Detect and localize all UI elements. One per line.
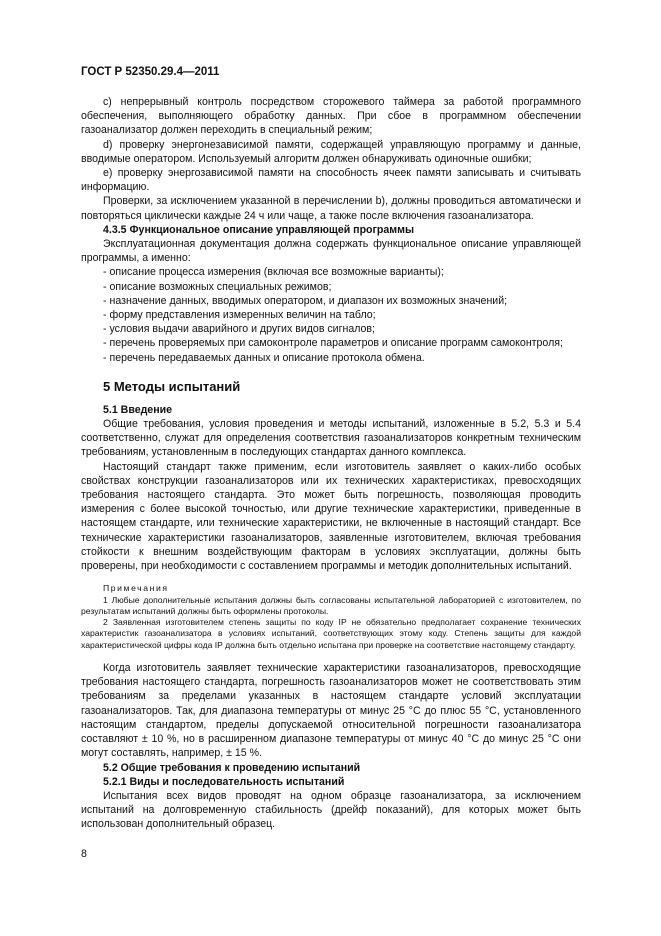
paragraph-5-2-1: Испытания всех видов проводят на одном образце газоанализатора, за исключением испытаний на долговременную стабильность (дрейф показаний), для которых может быть использован дополнительный образец. bbox=[81, 789, 581, 831]
list-item: - описание возможных специальных режимов; bbox=[81, 280, 581, 294]
heading-section-5: 5 Методы испытаний bbox=[103, 378, 241, 394]
heading-5-2: 5.2 Общие требования к проведению испытаний bbox=[103, 761, 361, 774]
notes-title: Примечания bbox=[103, 583, 169, 594]
document-header: ГОСТ Р 52350.29.4—2011 bbox=[81, 66, 220, 78]
list-item: - назначение данных, вводимых оператором, и диапазон их возможных значений; bbox=[81, 294, 581, 308]
page-number: 8 bbox=[81, 848, 87, 860]
list-item: - перечень передаваемых данных и описание протокола обмена. bbox=[81, 351, 581, 365]
paragraph-e: е) проверку энергозависимой памяти на способность ячеек памяти записывать и считывать информацию. bbox=[81, 167, 581, 194]
paragraph-5-1-b: Настоящий стандарт также применим, если изготовитель заявляет о каких-либо особых свойствах конструкции газоанализаторов или их технических характеристиках, превосходящих требования настоящего стандарта. Это может быть погрешность, позволяющая проводить измерения с более высокой точностью, или другие технические характеристики, приведенные в настоящем стандарте, или технические характеристики, не включенные в настоящий стандарт. Все технические характеристики газоанализаторов, заявленные изготовителем, включая требования стойкости к внешним воздействующим факторам в условиях эксплуатации, должны быть проверены, при необходимости с составлением программы и методик дополнительных испытаний. bbox=[81, 460, 581, 573]
heading-5-2-1: 5.2.1 Виды и последовательность испытаний bbox=[103, 775, 345, 788]
list-item: - условия выдачи аварийного и других видов сигналов; bbox=[81, 322, 581, 336]
list-item: - описание процесса измерения (включая все возможные варианты); bbox=[81, 265, 581, 279]
list-item: - форму представления измеренных величин на табло; bbox=[81, 308, 581, 322]
paragraph-5-1-a: Общие требования, условия проведения и методы испытаний, изложенные в 5.2, 5.3 и 5.4 соответственно, служат для определения соответствия газоанализаторов конкретным техническим требованиям, установленным в последующих стандартах данного комплекса. bbox=[81, 418, 581, 459]
heading-4-3-5: 4.3.5 Функциональное описание управляющей программы bbox=[103, 223, 415, 236]
paragraph-d: d) проверку энергонезависимой памяти, содержащей управляющую программу и данные, вводимые оператором. Используемый алгоритм должен обнаруживать одиночные ошибки; bbox=[81, 138, 581, 165]
note-1: 1 Любые дополнительные испытания должны быть согласованы испытательной лабораторией с изготовителем, по результатам испытаний должны быть оформлены протоколы. bbox=[81, 594, 581, 616]
paragraph-c: с) непрерывный контроль посредством сторожевого таймера за работой программного обеспечения, выполняющего обработку данных. При сбое в программном обеспечении газоанализатор должен переходить в специальный режим; bbox=[81, 96, 581, 137]
paragraph-checks: Проверки, за исключением указанной в перечислении b), должны проводиться автоматически и повторяться циклически каждые 24 ч или чаще, а также после включения газоанализатора. bbox=[81, 195, 581, 222]
note-2: 2 Заявленная изготовителем степень защиты по коду IP не обязательно предполагает сохранение технических характеристик газоанализатора в условиях испытаний, соответствующих этому коду. Степень защиты для каждой характеристической цифры кода IP должна быть отдельно испытана при проверке на соответствие настоящему стандарту. bbox=[81, 617, 581, 650]
notes-block bbox=[81, 583, 581, 651]
heading-5-1: 5.1 Введение bbox=[103, 403, 173, 416]
program-description-list bbox=[81, 265, 581, 364]
list-item: - перечень проверяемых при самоконтроле параметров и описание программ самоконтроля; bbox=[81, 336, 581, 350]
paragraph-5-1-c: Когда изготовитель заявляет технические характеристики газоанализаторов, превосходящие требования настоящего стандарта, погрешность газоанализаторов может не соответствовать этим требованиям за пределами указанных в настоящем стандарте условий эксплуатации газоанализаторов. Так, для диапазона температуры от минус 25 °С до плюс 55 °С, установленного настоящим стандартом, пределы допускаемой относительной погрешности газоанализатора составляют ± 10 %, но в расширенном диапазоне температуры от минус 40 °С до минус 25 °С они могут составлять, например, ± 15 %. bbox=[81, 662, 581, 760]
paragraph-435-intro: Эксплуатационная документация должна содержать функциональное описание управляющей программы, а именно: bbox=[81, 238, 581, 265]
document-body bbox=[81, 95, 581, 832]
